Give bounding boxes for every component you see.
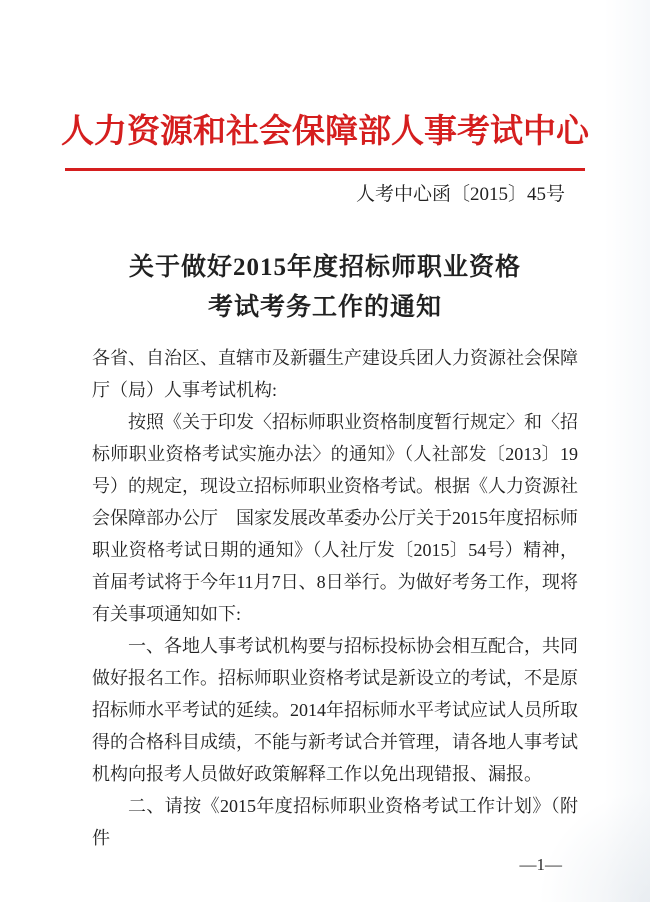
letterhead-title: 人力资源和社会保障部人事考试中心	[61, 114, 589, 150]
body-paragraph-1: 按照《关于印发〈招标师职业资格制度暂行规定〉和〈招标师职业资格考试实施办法〉的通知》（人社部发〔2013〕19号）的规定，现设立招标师职业资格考试。根据《人力资源社会保障部办公厅 国家发展改革委办公厅关于2015年度招标师职业资格考试日期的通知》（人社厅发〔2015〕54号）精神，首届考试将于今年11月7日、8日举行。为做好考务工作，现将有关事项通知如下:	[92, 412, 578, 624]
document-number: 人考中心函〔2015〕45号	[355, 184, 565, 205]
page-number: —1—	[519, 855, 562, 874]
notice-title-line1: 关于做好2015年度招标师职业资格	[128, 254, 521, 281]
notice-title	[0, 248, 650, 328]
salutation: 各省、自治区、直辖市及新疆生产建设兵团人力资源社会保障厅（局）人事考试机构:	[92, 348, 578, 400]
letterhead-rule	[65, 168, 585, 171]
notice-title-line2: 考试考务工作的通知	[207, 294, 442, 321]
body-paragraph-3: 二、请按《2015年度招标师职业资格考试工作计划》（附件	[92, 796, 578, 848]
document-body	[92, 342, 578, 854]
body-paragraph-2: 一、各地人事考试机构要与招标投标协会相互配合，共同做好报名工作。招标师职业资格考试是新设立的考试，不是原招标师水平考试的延续。2014年招标师水平考试应试人员所取得的合格科目成绩，不能与新考试合并管理，请各地人事考试机构向报考人员做好政策解释工作以免出现错报、漏报。	[92, 636, 578, 784]
